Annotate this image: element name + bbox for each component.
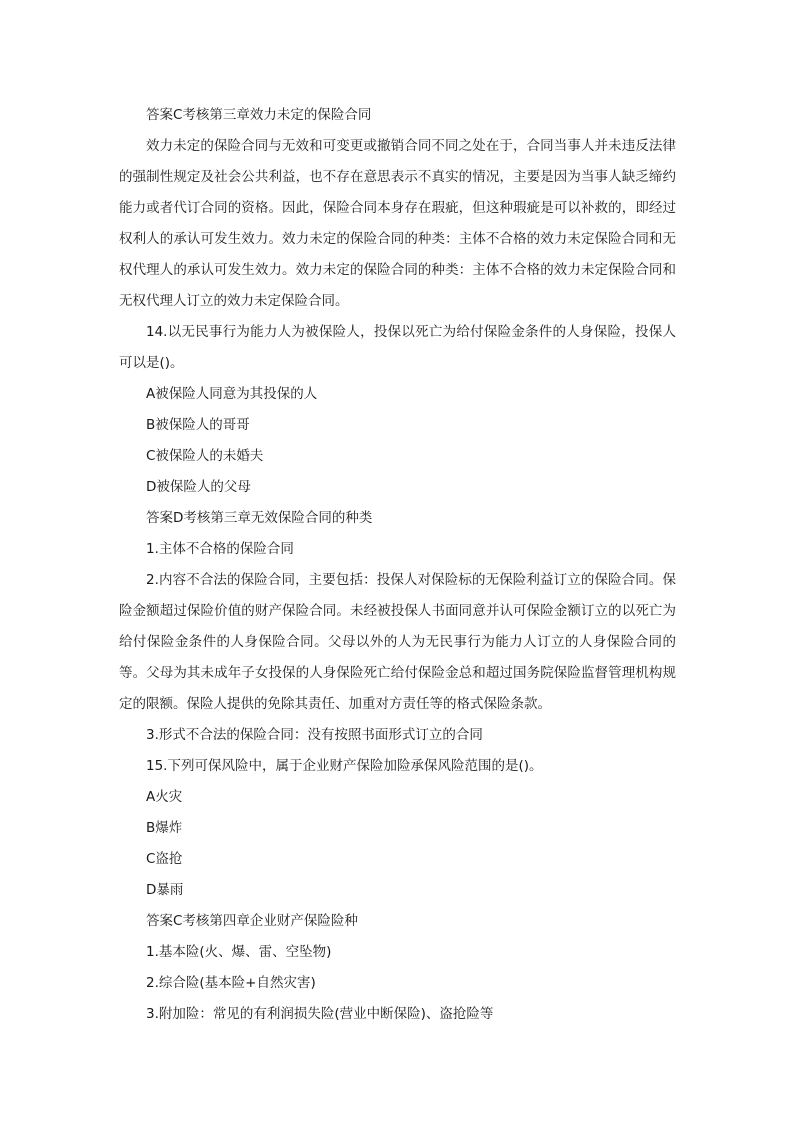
explanation-paragraph-13: 效力未定的保险合同与无效和可变更或撤销合同不同之处在于，合同当事人并未违反法律的强制性规定及社会公共利益，也不存在意思表示不真实的情况，主要是因为当事人缺乏缔约能力或者代订合同的资格。因此，保险合同本身存在瑕疵，但这种瑕疵是可以补救的，即经过权利人的承认可发生效力。效力未定的保险合同的种类：主体不合格的效力未定保险合同和无权代理人的承认可发生效力。效力未定的保险合同的种类：主体不合格的效力未定保险合同和无权代理人订立的效力未定保险合同。 bbox=[119, 138, 676, 309]
list-item-14-1: 1.主体不合格的保险合同 bbox=[146, 541, 294, 557]
answer-line-14: 答案D考核第三章无效保险合同的种类 bbox=[146, 510, 373, 526]
list-item-15-3: 3.附加险：常见的有利润损失险(营业中断保险)、盗抢险等 bbox=[146, 1006, 494, 1022]
list-item-14-2: 2.内容不合法的保险合同，主要包括：投保人对保险标的无保险利益订立的保险合同。保险金额超过保险价值的财产保险合同。未经被投保人书面同意并认可保险金额订立的以死亡为给付保险金条件的人身保险合同。父母以外的人为无民事行为能力人订立的人身保险合同的等。父母为其未成年子女投保的人身保险死亡给付保险金总和超过国务院保险监督管理机构规定的限额。保险人提供的免除其责任、加重对方责任等的格式保险条款。 bbox=[119, 572, 676, 712]
option-14-b: B被保险人的哥哥 bbox=[146, 417, 250, 433]
list-item-14-3: 3.形式不合法的保险合同：没有按照书面形式订立的合同 bbox=[146, 727, 483, 743]
list-item-15-2: 2.综合险(基本险+自然灾害) bbox=[146, 975, 316, 991]
option-14-c: C被保险人的未婚夫 bbox=[146, 448, 264, 464]
option-14-a: A被保险人同意为其投保的人 bbox=[146, 386, 318, 402]
option-15-a: A火灾 bbox=[146, 789, 183, 805]
option-15-c: C盗抢 bbox=[146, 851, 183, 867]
answer-line-15: 答案C考核第四章企业财产保险险种 bbox=[146, 913, 358, 929]
option-15-b: B爆炸 bbox=[146, 820, 183, 836]
option-14-d: D被保险人的父母 bbox=[146, 479, 251, 495]
list-item-15-1: 1.基本险(火、爆、雷、空坠物) bbox=[146, 944, 332, 960]
question-15: 15.下列可保风险中，属于企业财产保险加险承保风险范围的是()。 bbox=[146, 758, 543, 774]
option-15-d: D暴雨 bbox=[146, 882, 184, 898]
question-14: 14.以无民事行为能力人为被保险人，投保以死亡为给付保险金条件的人身保险，投保人可以是()。 bbox=[119, 324, 676, 371]
answer-line-13: 答案C考核第三章效力未定的保险合同 bbox=[146, 107, 372, 123]
